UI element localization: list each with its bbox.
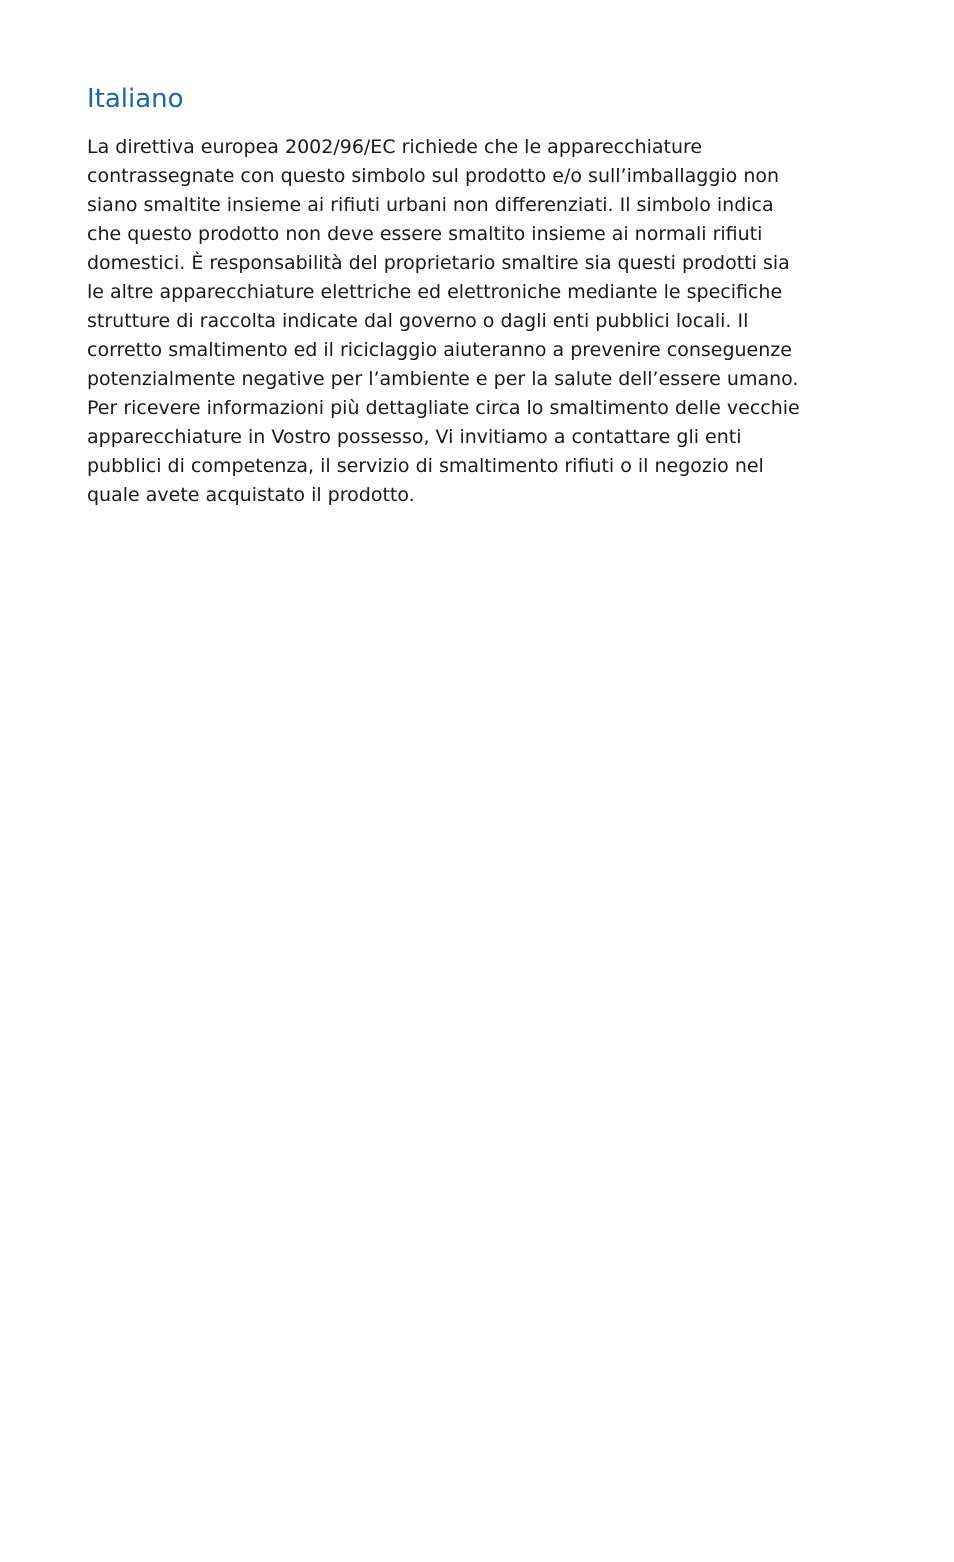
weee-notice-section	[87, 82, 877, 510]
section-heading: Italiano	[87, 84, 184, 114]
paragraph-line: domestici. È responsabilità del proprietario smaltire sia questi prodotti sia	[87, 252, 790, 274]
section-paragraph	[87, 133, 877, 510]
paragraph-line: apparecchiature in Vostro possesso, Vi invitiamo a contattare gli enti	[87, 426, 742, 448]
paragraph-line: contrassegnate con questo simbolo sul prodotto e/o sull’imballaggio non	[87, 165, 780, 187]
paragraph-line: quale avete acquistato il prodotto.	[87, 484, 415, 506]
paragraph-line: Per ricevere informazioni più dettagliate circa lo smaltimento delle vecchie	[87, 397, 800, 419]
paragraph-line: pubblici di competenza, il servizio di smaltimento rifiuti o il negozio nel	[87, 455, 764, 477]
paragraph-line: che questo prodotto non deve essere smaltito insieme ai normali rifiuti	[87, 223, 763, 245]
paragraph-line: le altre apparecchiature elettriche ed elettroniche mediante le specifiche	[87, 281, 783, 303]
paragraph-line: La direttiva europea 2002/96/EC richiede che le apparecchiature	[87, 136, 703, 158]
paragraph-line: strutture di raccolta indicate dal governo o dagli enti pubblici locali. Il	[87, 310, 749, 332]
paragraph-line: potenzialmente negative per l’ambiente e per la salute dell’essere umano.	[87, 368, 799, 390]
paragraph-line: siano smaltite insieme ai rifiuti urbani non differenziati. Il simbolo indica	[87, 194, 774, 216]
paragraph-line: corretto smaltimento ed il riciclaggio aiuteranno a prevenire conseguenze	[87, 339, 792, 361]
